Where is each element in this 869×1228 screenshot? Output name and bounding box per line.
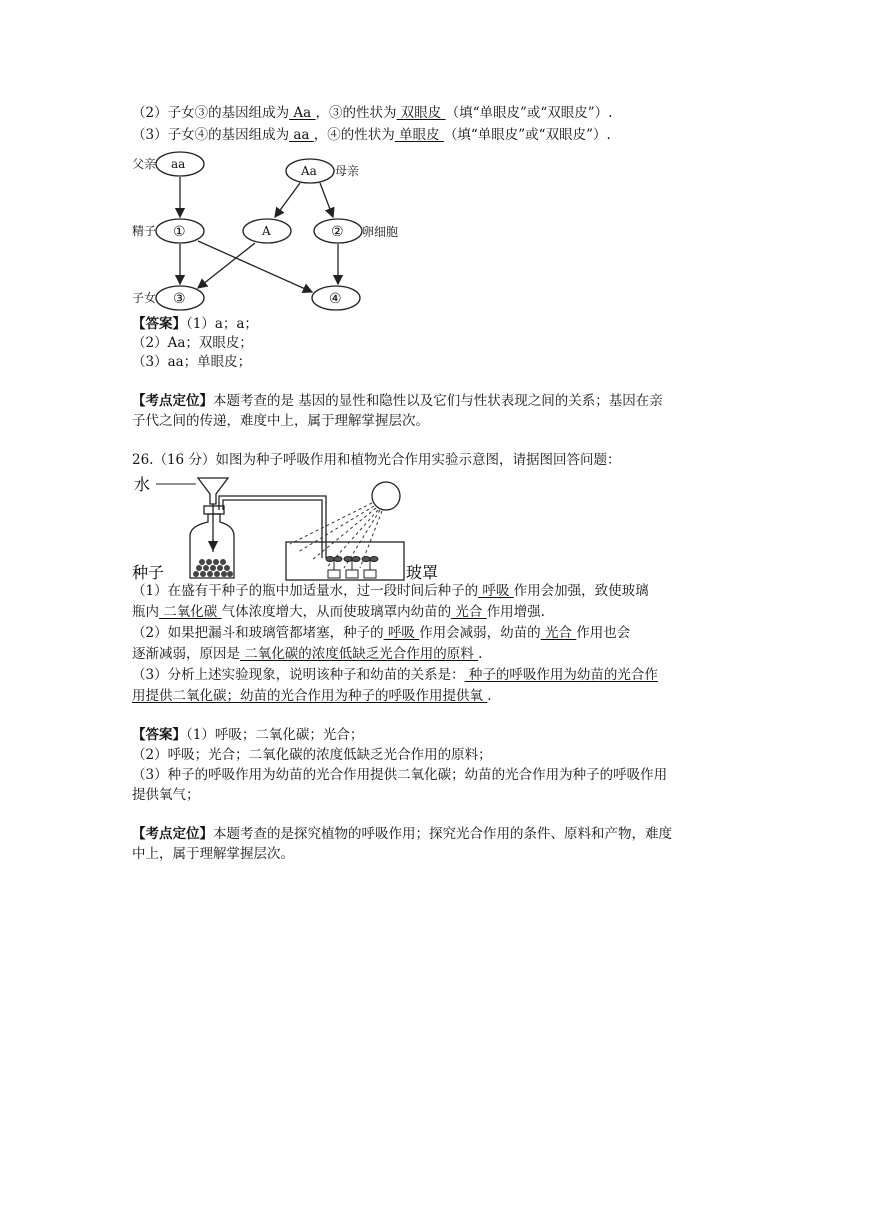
q25-kaodian-1 [132,392,663,410]
bottle-stopper [204,506,224,514]
child4-label: ④ [329,291,342,307]
q26-kaodian-1 [132,825,672,843]
text: （2）如果把漏斗和玻璃管都堵塞，种子的 [132,625,384,641]
q26-title: 26.（16 分）如图为种子呼吸作用和植物光合作用实验示意图，请据图回答问题： [132,452,621,468]
text: 本题考查的是探究植物的呼吸作用；探究光合作用的条件、原料和产物，难度 [213,826,672,842]
q26-kaodian-2: 中上，属于理解掌握层次。 [132,846,294,862]
blank: 呼吸 [478,583,514,599]
blank: 呼吸 [383,625,420,641]
egg-cell-label: 卵细胞 [362,225,399,239]
father-label: 父亲 [132,157,157,171]
blank-trait: 双眼皮 [396,105,446,121]
text: 作用也会 [576,625,631,641]
q25-line-3 [132,126,611,144]
glass-cover-label: 玻罩 [406,563,439,582]
text: 作用会加强，致使玻璃 [513,583,649,599]
water-label: 水 [134,475,151,494]
sperm-label: 精子 [132,224,157,238]
text: （1）呼吸；二氧化碳；光合； [186,727,364,743]
text: （1）在盛有干种子的瓶中加适量水，过一段时间后种子的 [132,583,479,599]
q25-line-2 [132,104,612,122]
a-node-label: A [262,224,271,238]
blank: 光合 [540,625,577,641]
blank-genotype: Aa [289,105,316,121]
kaodian-tag: 【考点定位】 [132,826,213,842]
q26-s1-line-a [132,582,649,600]
q26-s3-line-a [132,666,658,684]
text: ，④的性状为 [313,127,395,143]
genetics-diagram [130,148,370,318]
mother-gene: Aa [301,164,317,178]
egg-node-label: ② [331,224,344,240]
blank: 光合 [451,604,487,620]
q25-answer-1 [132,315,258,333]
q26-s2-line-b [132,645,482,663]
text: 作用会减弱，幼苗的 [419,625,541,641]
text: 本题考查的是 基因的显性和隐性以及它们与性状表现之间的关系；基因在亲 [213,393,663,409]
answer-tag: 【答案】 [132,316,186,332]
child3-label: ③ [173,291,186,307]
blank: 二氧化碳的浓度低缺乏光合作用的原料 [240,646,479,662]
experiment-diagram [130,470,460,582]
blank: 种子的呼吸作用为幼苗的光合作 [464,667,658,683]
text: （3）分析上述实验现象，说明该种子和幼苗的关系是： [132,667,465,683]
q26-answer-4: 提供氧气； [132,787,200,803]
blank: 用提供二氧化碳；幼苗的光合作用为种子的呼吸作用提供氧 [132,688,488,704]
q26-answer-1 [132,726,363,744]
blank-genotype: aa [289,127,314,143]
q25-answer-2: （2）Aa；双眼皮； [132,335,253,351]
q26-s2-line-a [132,624,630,642]
q26-s1-line-b [132,603,545,621]
text: （填“单眼皮”或“双眼皮”）. [445,105,613,121]
seedlings [326,557,378,579]
sun-icon [372,482,400,510]
q26-s3-line-b [132,687,492,705]
text: （2）子女③的基因组成为 [132,105,290,121]
text: 逐渐减弱，原因是 [132,646,240,662]
text: . [487,688,492,704]
child-label: 子女 [132,291,157,305]
mother-label: 母亲 [335,164,360,178]
glass-tube [219,496,326,558]
text: ，③的性状为 [315,105,397,121]
blank-trait: 单眼皮 [394,127,444,143]
text: 气体浓度增大，从而使玻璃罩内幼苗的 [221,604,452,620]
sperm-node-label: ① [173,224,186,240]
text: . [478,646,483,662]
text: 瓶内 [132,604,159,620]
seed-label: 种子 [132,563,165,582]
blank: 二氧化碳 [159,604,222,620]
text: （3）子女④的基因组成为 [132,127,290,143]
kaodian-tag: 【考点定位】 [132,393,213,409]
q26-answer-3: （3）种子的呼吸作用为幼苗的光合作用提供二氧化碳；幼苗的光合作用为种子的呼吸作用 [132,767,668,783]
q25-answer-3: （3）aa；单眼皮； [132,354,252,370]
text: （1）a；a； [186,316,258,332]
text: 作用增强. [486,604,545,620]
q25-kaodian-2: 子代之间的传递，难度中上，属于理解掌握层次。 [132,413,429,429]
text: （填“单眼皮”或“双眼皮”）. [443,127,611,143]
father-gene: aa [171,157,186,171]
answer-tag: 【答案】 [132,727,186,743]
q26-answer-2: （2）呼吸；光合；二氧化碳的浓度低缺乏光合作用的原料； [132,747,492,763]
seeds [193,559,233,577]
